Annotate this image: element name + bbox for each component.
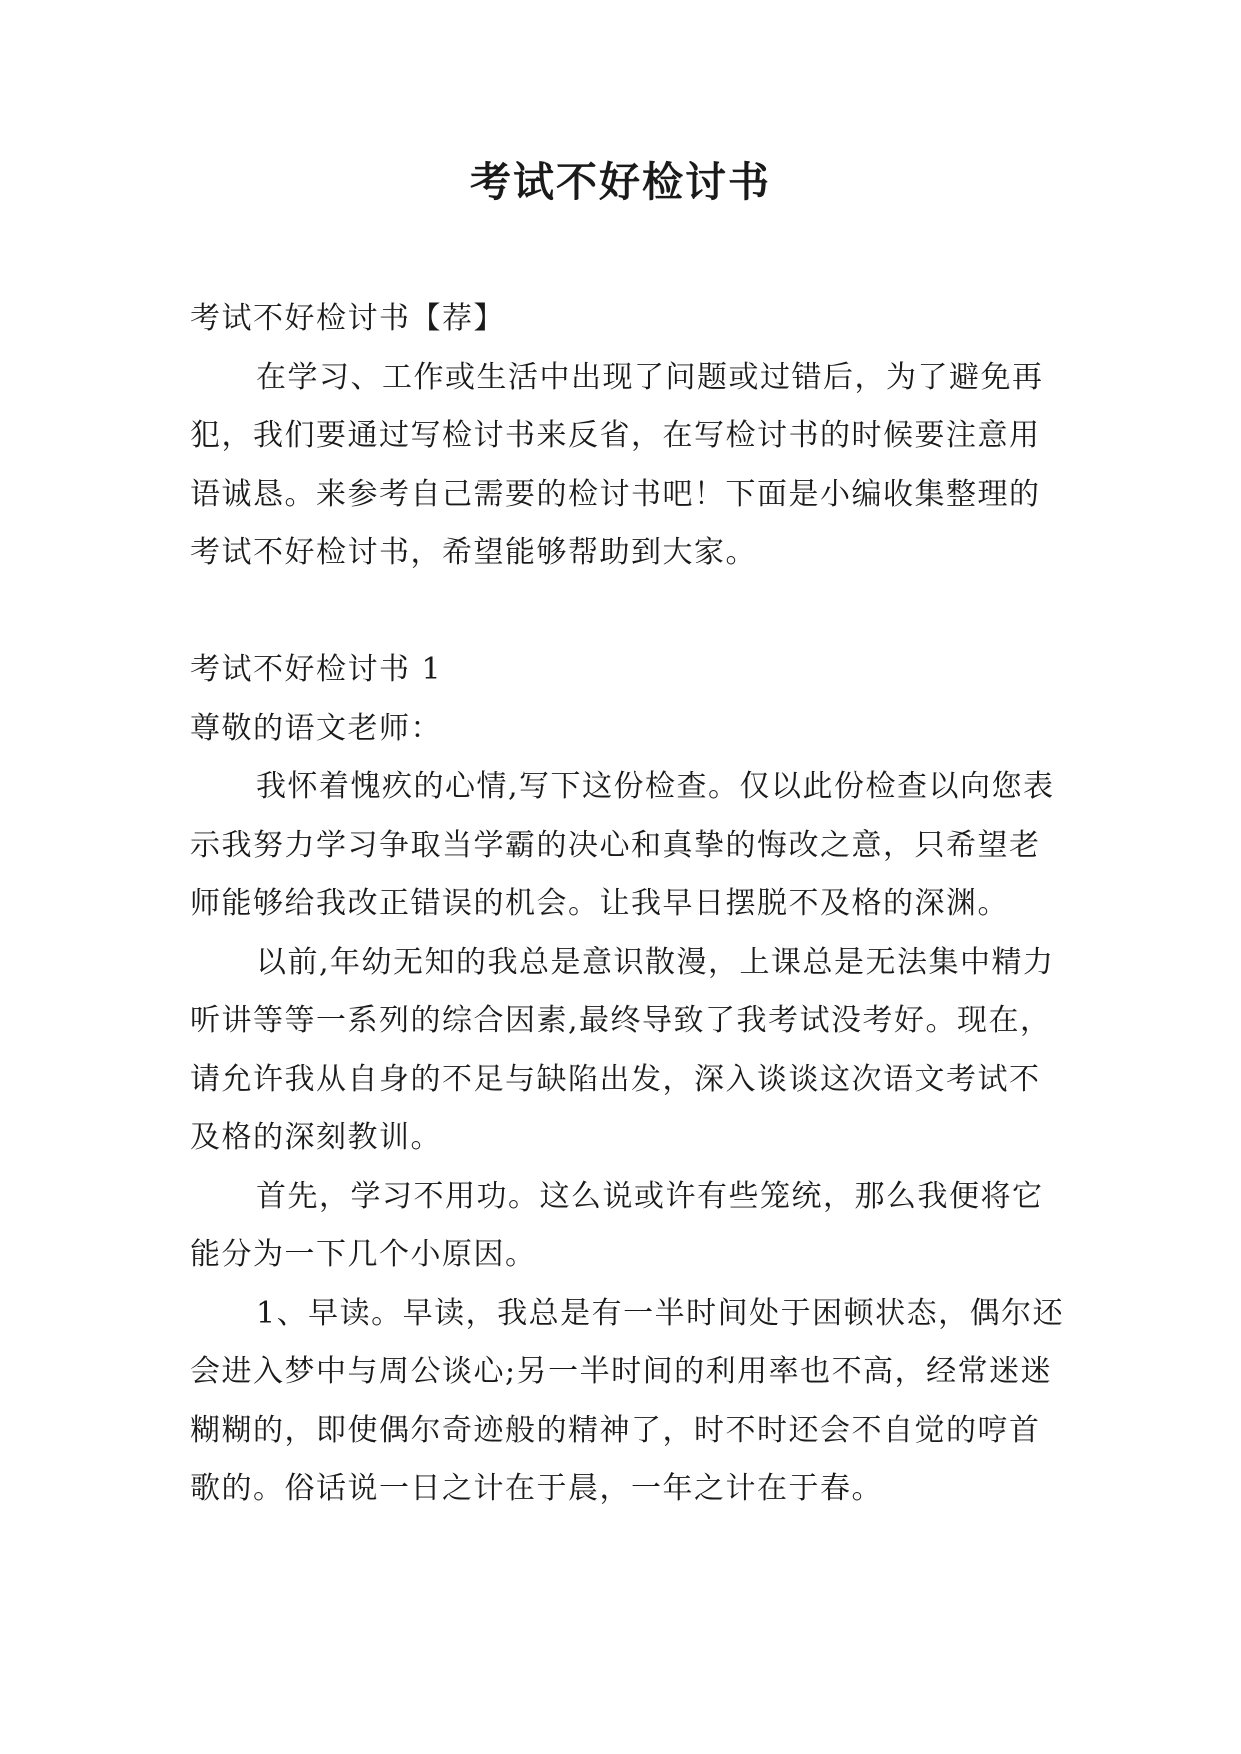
document-body	[190, 290, 1070, 1519]
document-subtitle: 考试不好检讨书【荐】	[190, 301, 505, 336]
intro-paragraph: 在学习、工作或生活中出现了问题或过错后，为了避免再犯，我们要通过写检讨书来反省，在写检讨书的时候要注意用语诚恳。来参考自己需要的检讨书吧！下面是小编收集整理的考试不好检讨书，希望能够帮助到大家。	[190, 359, 1044, 570]
body-paragraph: 以前,年幼无知的我总是意识散漫，上课总是无法集中精力听讲等等一系列的综合因素,最终导致了我考试没考好。现在，请允许我从自身的不足与缺陷出发，深入谈谈这次语文考试不及格的深刻教训。	[190, 944, 1055, 1155]
salutation: 尊敬的语文老师：	[190, 710, 442, 746]
body-paragraph: 1、早读。早读，我总是有一半时间处于困顿状态，偶尔还会进入梦中与周公谈心;另一半时间的利用率也不高，经常迷迷糊糊的，即使偶尔奇迹般的精神了，时不时还会不自觉的哼首歌的。俗话说一日之计在于晨，一年之计在于春。	[190, 1295, 1065, 1506]
body-paragraph: 我怀着愧疚的心情,写下这份检查。仅以此份检查以向您表示我努力学习争取当学霸的决心和真挚的悔改之意，只希望老师能够给我改正错误的机会。让我早日摆脱不及格的深渊。	[190, 769, 1055, 921]
section-heading: 考试不好检讨书 1	[190, 652, 443, 687]
body-paragraph: 首先，学习不用功。这么说或许有些笼统，那么我便将它能分为一下几个小原因。	[190, 1178, 1044, 1272]
paragraph-spacer	[190, 583, 1070, 642]
document-title: 考试不好检讨书	[470, 158, 771, 206]
